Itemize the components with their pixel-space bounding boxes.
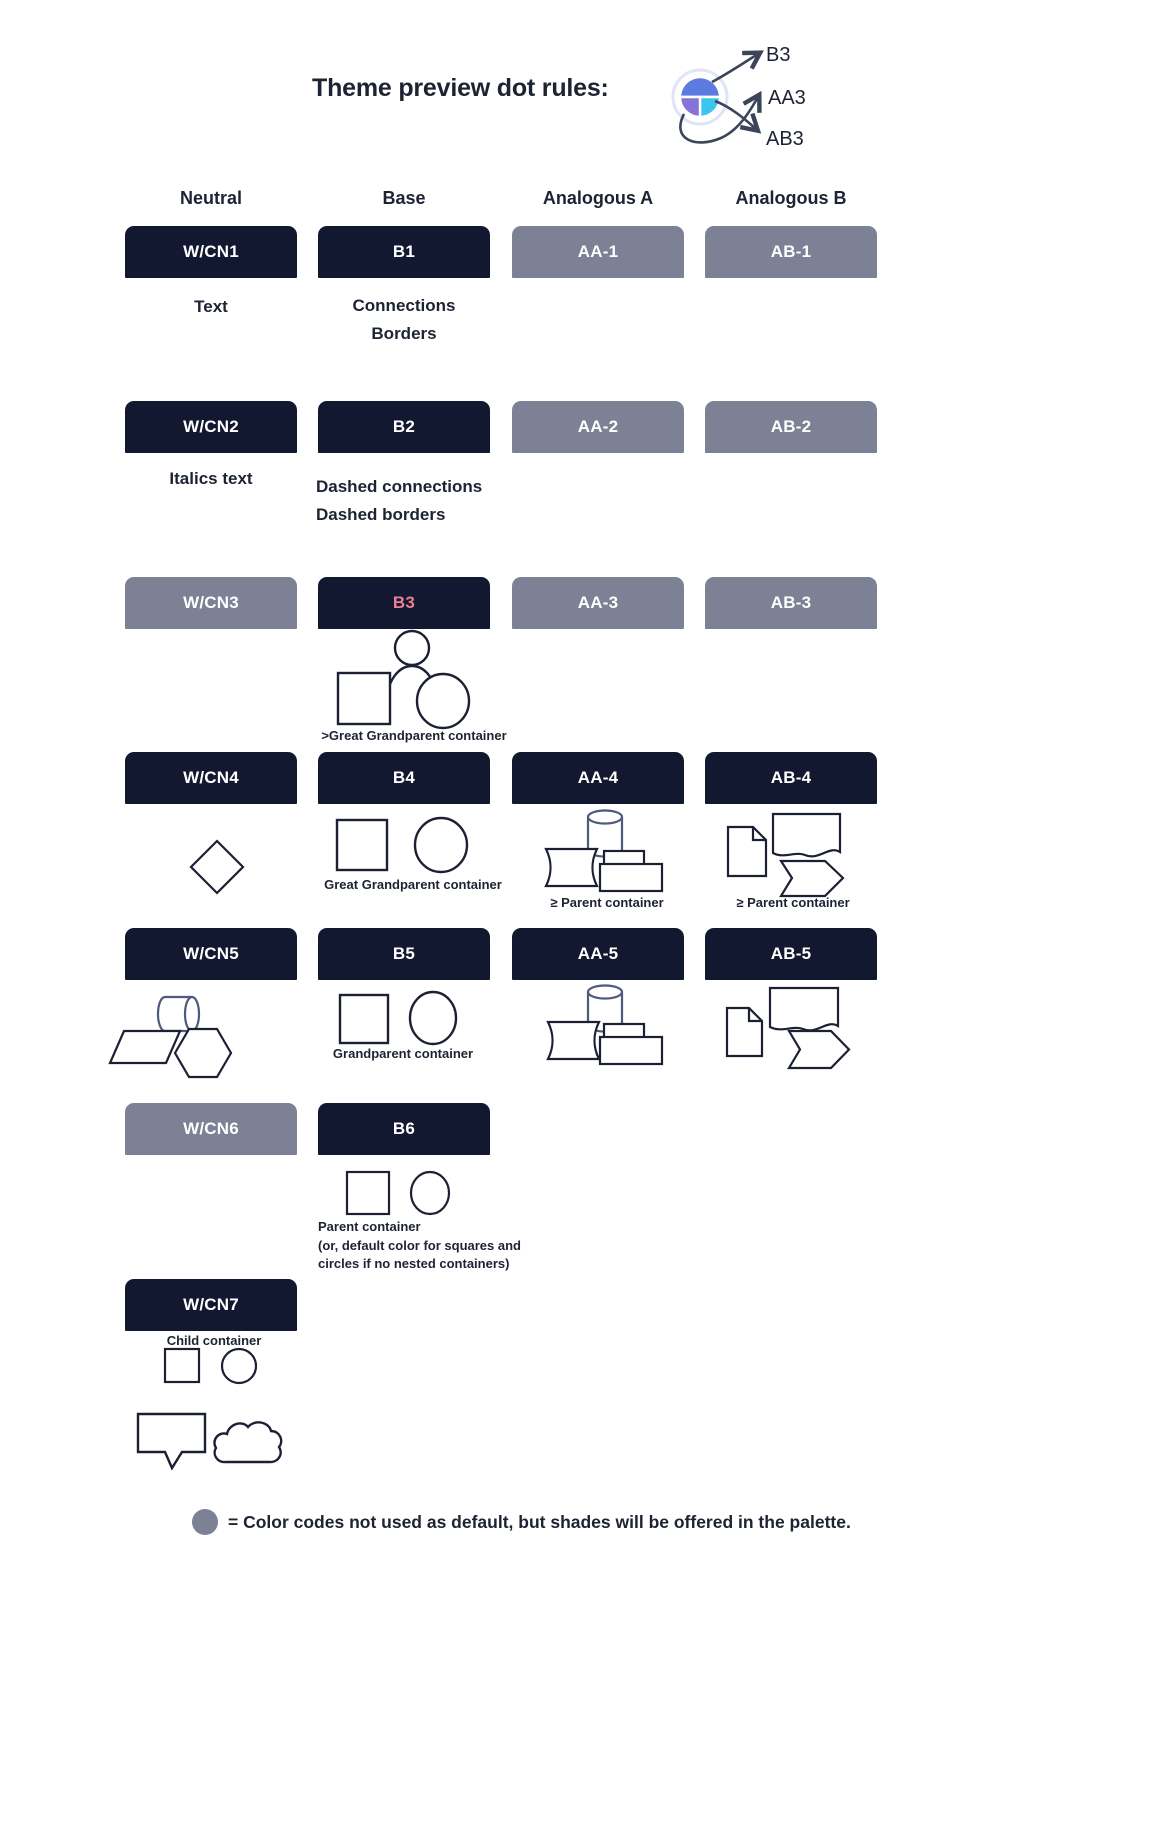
aa4-shapes-illustration bbox=[540, 805, 675, 897]
swatch-aa2: AA-2 bbox=[512, 401, 684, 453]
column-header-analogous-a: Analogous A bbox=[542, 188, 654, 208]
swatch-wcn1: W/CN1 bbox=[125, 226, 297, 278]
swatch-wcn5: W/CN5 bbox=[125, 928, 297, 980]
ab5-shapes-illustration bbox=[718, 985, 863, 1075]
square-shape bbox=[338, 673, 390, 724]
dot-rule-label-ab3: AB3 bbox=[766, 128, 804, 150]
page-shape bbox=[728, 827, 766, 876]
swatch-b4: B4 bbox=[318, 752, 490, 804]
card-shape bbox=[600, 1037, 662, 1064]
swatch-ab3: AB-3 bbox=[705, 577, 877, 629]
circle-shape bbox=[410, 992, 456, 1044]
circle-shape bbox=[411, 1172, 449, 1214]
swatch-wcn7: W/CN7 bbox=[125, 1279, 297, 1331]
wcn5-shapes-illustration bbox=[105, 985, 240, 1085]
stored-data-shape bbox=[548, 1022, 599, 1059]
square-shape bbox=[165, 1349, 199, 1382]
legend-dot-icon bbox=[192, 1509, 218, 1535]
wcn7-caption: Child container bbox=[166, 1333, 262, 1348]
swatch-wcn2: W/CN2 bbox=[125, 401, 297, 453]
swatch-aa4: AA-4 bbox=[512, 752, 684, 804]
column-header-analogous-b: Analogous B bbox=[735, 188, 847, 208]
page-title: Theme preview dot rules: bbox=[312, 74, 609, 102]
cylinder-top bbox=[588, 811, 622, 824]
b6-shapes-illustration bbox=[342, 1168, 457, 1218]
ab4-shapes-caption: ≥ Parent container bbox=[736, 895, 850, 910]
wavy-document-shape bbox=[773, 814, 840, 856]
circle-shape bbox=[415, 818, 467, 872]
square-shape bbox=[340, 995, 388, 1043]
b6-shapes-caption bbox=[318, 1218, 521, 1274]
wcn7-shapes-illustration bbox=[160, 1344, 265, 1388]
note-neutral-text: Text bbox=[194, 297, 228, 316]
theme-preview-dot-diagram bbox=[615, 22, 775, 150]
swatch-wcn4: W/CN4 bbox=[125, 752, 297, 804]
hexagon-shape bbox=[175, 1029, 231, 1077]
b5-shapes-caption: Grandparent container bbox=[332, 1046, 474, 1061]
diamond-shape bbox=[191, 841, 243, 893]
swatch-ab4: AB-4 bbox=[705, 752, 877, 804]
swatch-ab2: AB-2 bbox=[705, 401, 877, 453]
cylinder-top bbox=[588, 986, 622, 999]
parallelogram-shape bbox=[110, 1031, 180, 1063]
dot-segment-bottomright-cyan bbox=[700, 97, 720, 117]
note-base-dashed-borders: Dashed borders bbox=[316, 505, 446, 524]
chevron-shape bbox=[781, 861, 843, 896]
swatch-wcn3: W/CN3 bbox=[125, 577, 297, 629]
swatch-b1: B1 bbox=[318, 226, 490, 278]
swatch-ab5: AB-5 bbox=[705, 928, 877, 980]
speech-bubble-shape bbox=[138, 1414, 205, 1468]
b5-shapes-illustration bbox=[333, 988, 463, 1050]
card-shape bbox=[600, 864, 662, 891]
legend-text: = Color codes not used as default, but shades will be offered in the palette. bbox=[228, 1512, 851, 1532]
swatch-b6: B6 bbox=[318, 1103, 490, 1155]
ab4-shapes-illustration bbox=[720, 808, 860, 900]
b6-caption-line2: (or, default color for squares and bbox=[318, 1237, 521, 1253]
swatch-ab1: AB-1 bbox=[705, 226, 877, 278]
horizontal-cylinder-cap bbox=[185, 997, 199, 1031]
b3-shapes-caption: >Great Grandparent container bbox=[321, 728, 507, 743]
swatch-aa5: AA-5 bbox=[512, 928, 684, 980]
dot-rule-label-b3: B3 bbox=[766, 44, 791, 66]
square-shape bbox=[347, 1172, 389, 1214]
note-base-dashed-connections: Dashed connections bbox=[316, 477, 483, 496]
aa5-shapes-illustration bbox=[540, 980, 675, 1072]
swatch-aa1: AA-1 bbox=[512, 226, 684, 278]
circle-shape bbox=[417, 674, 469, 728]
b4-shapes-illustration bbox=[330, 812, 475, 878]
b6-caption-line1: Parent container bbox=[318, 1219, 421, 1234]
wcn4-shapes-illustration bbox=[188, 838, 246, 896]
swatch-wcn6: W/CN6 bbox=[125, 1103, 297, 1155]
swatch-b5: B5 bbox=[318, 928, 490, 980]
swatch-b3: B3 bbox=[318, 577, 490, 629]
cloud-shape bbox=[214, 1422, 281, 1462]
swatch-b2: B2 bbox=[318, 401, 490, 453]
wavy-document-shape bbox=[770, 988, 838, 1030]
b4-shapes-caption: Great Grandparent container bbox=[324, 877, 502, 892]
column-header-base: Base bbox=[382, 188, 426, 208]
note-base-connections: Connections bbox=[352, 296, 456, 315]
person-head-icon bbox=[395, 631, 429, 665]
dot-rule-label-aa3: AA3 bbox=[768, 87, 806, 109]
aa4-shapes-caption: ≥ Parent container bbox=[550, 895, 664, 910]
bubble-cloud-illustration bbox=[130, 1405, 295, 1475]
b6-caption-line3: circles if no nested containers) bbox=[318, 1256, 510, 1271]
b3-shapes-illustration bbox=[325, 622, 505, 732]
note-neutral-italics: Italics text bbox=[169, 469, 253, 488]
column-header-neutral: Neutral bbox=[179, 188, 242, 208]
square-shape bbox=[337, 820, 387, 870]
circle-shape bbox=[222, 1349, 256, 1383]
stored-data-shape bbox=[546, 849, 597, 886]
arrow-to-b3 bbox=[712, 54, 758, 82]
chevron-shape bbox=[789, 1031, 849, 1068]
note-base-borders: Borders bbox=[371, 324, 437, 343]
swatch-aa3: AA-3 bbox=[512, 577, 684, 629]
page-shape bbox=[727, 1008, 762, 1056]
